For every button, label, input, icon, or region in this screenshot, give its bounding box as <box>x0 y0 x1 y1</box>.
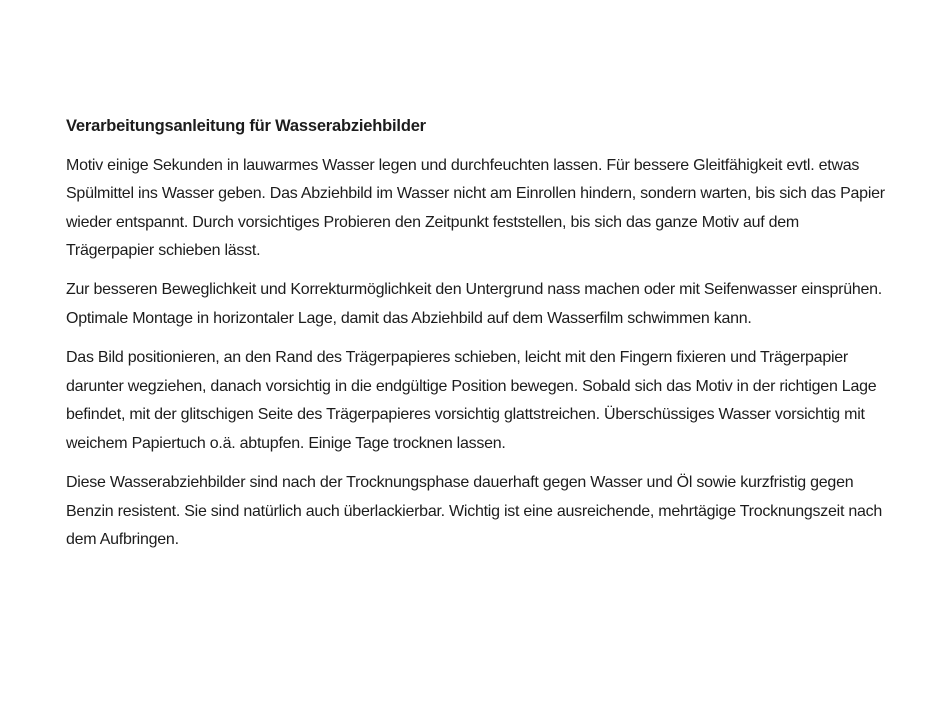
paragraph-soaking-instructions: Motiv einige Sekunden in lauwarmes Wasser legen und durchfeuchten lassen. Für bessere Gleitfähigkeit evtl. etwas Spülmittel ins Wasser geben. Das Abziehbild im Wasser nicht am Einrollen hindern, sondern warten, bis sich das Papier wieder entspannt. Durch vorsichtiges Probieren den Zeitpunkt feststellen, bis sich das ganze Motiv auf dem Trägerpapier schieben lässt. <box>66 156 885 260</box>
document-title: Verarbeitungsanleitung für Wasserabziehbilder <box>66 117 426 135</box>
paragraph-positioning-instructions: Das Bild positionieren, an den Rand des Trägerpapieres schieben, leicht mit den Fingern fixieren und Trägerpapier darunter wegziehen, danach vorsichtig in die endgültige Position bewegen. Sobald sich das Motiv in der richtigen Lage befindet, mit der glitschigen Seite des Trägerpapieres vorsichtig glattstreichen. Überschüssiges Wasser vorsichtig mit weichem Papiertuch o.ä. abtupfen. Einige Tage trocknen lassen. <box>66 349 877 452</box>
paragraph-surface-preparation: Zur besseren Beweglichkeit und Korrekturmöglichkeit den Untergrund nass machen oder mit Seifenwasser einsprühen. Optimale Montage in horizontaler Lage, damit das Abziehbild auf dem Wasserfilm schwimmen kann. <box>66 281 882 327</box>
paragraph-durability-notes: Diese Wasserabziehbilder sind nach der Trocknungsphase dauerhaft gegen Wasser und Öl sowie kurzfristig gegen Benzin resistent. Sie sind natürlich auch überlackierbar. Wichtig ist eine ausreichende, mehrtägige Trocknungszeit nach dem Aufbringen. <box>66 473 883 549</box>
